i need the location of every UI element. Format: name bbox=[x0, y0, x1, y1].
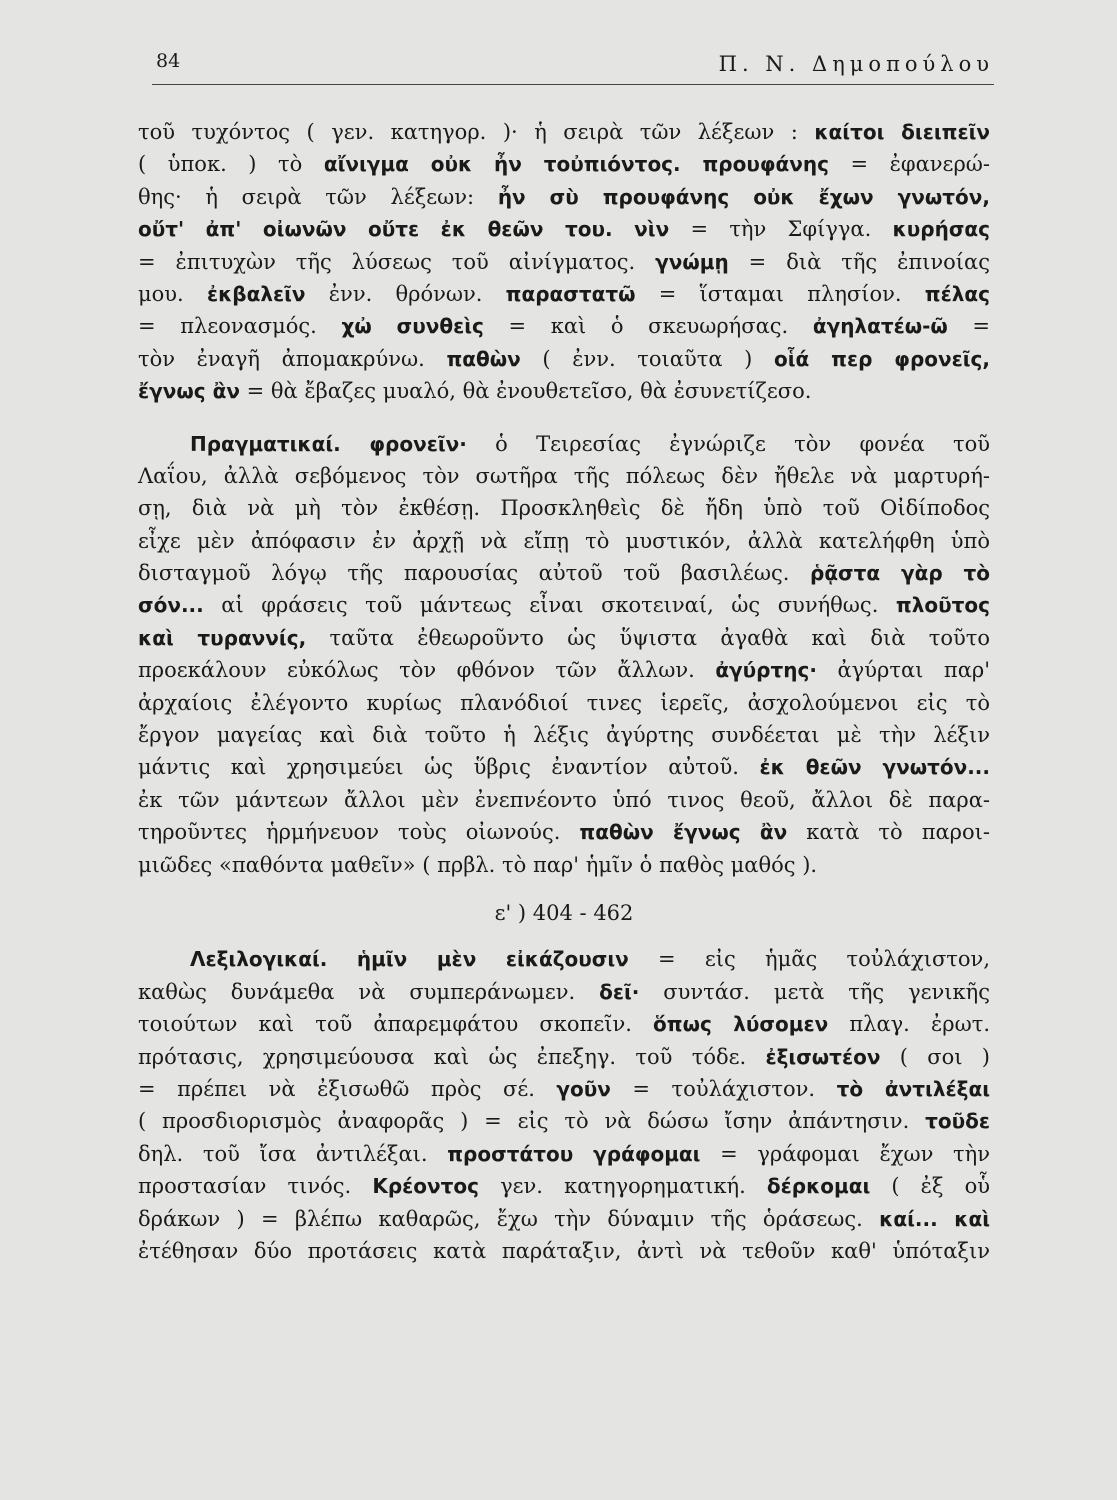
text-run: εἶχε μὲν ἀπόφασιν ἐν ἀρχῇ νὰ εἴπῃ τὸ μυστικόν, ἀλλὰ κατελήφθη ὑπὸ bbox=[138, 528, 990, 553]
text-run: προστασίαν τινός. bbox=[138, 1174, 373, 1199]
section-heading bbox=[138, 897, 990, 929]
text-run: = θὰ ἔβαζες μυαλό, θὰ ἐνουθετεῖσο, θὰ ἐσυνετίζεσο. bbox=[239, 379, 812, 404]
text-run: ἔργον μαγείας καὶ διὰ τοῦτο ἡ λέξις ἀγύρτης συνδέεται μὲ τὴν λέξιν bbox=[138, 723, 990, 748]
bold-term: ὅπως λύσομεν bbox=[653, 1012, 829, 1037]
text-run: ( σοι ) bbox=[880, 1044, 990, 1069]
bold-term: πέλας bbox=[924, 281, 990, 306]
bold-term: δέρκομαι bbox=[766, 1174, 871, 1199]
text-line bbox=[138, 816, 990, 848]
text-run: μάντις καὶ χρησιμεύει ὡς ὕβρις ἐναντίον αὐτοῦ. bbox=[138, 755, 760, 780]
bold-term: γοῦν bbox=[556, 1076, 611, 1101]
text-run: σῃ, διὰ νὰ μὴ τὸν ἐκθέσῃ. Προσκληθεὶς δὲ ἤδη ὑπὸ τοῦ Οἰδίποδος bbox=[138, 496, 990, 521]
text-run: ε' ) 404 - 462 bbox=[494, 900, 634, 925]
bold-term: κυρήσας bbox=[892, 217, 990, 242]
text-line bbox=[138, 557, 990, 589]
text-line bbox=[138, 278, 990, 310]
bold-term: Λεξιλογικαί. ἡμῖν μὲν εἰκάζουσιν bbox=[190, 947, 629, 972]
text-run: ( ὑποκ. ) τὸ bbox=[138, 152, 324, 177]
text-run: ταῦτα ἐθεωροῦντο ὡς ὕψιστα ἀγαθὰ καὶ διὰ τοῦτο bbox=[306, 625, 990, 650]
text-run: = εἰς ἡμᾶς τοὐλάχιστον, bbox=[628, 947, 990, 972]
running-head: Π. Ν. Δημοπούλου bbox=[718, 52, 994, 76]
text-run: δηλ. τοῦ ἴσα ἀντιλέξαι. bbox=[138, 1141, 448, 1166]
text-line bbox=[138, 116, 990, 148]
text-run: = διὰ τῆς ἐπινοίας bbox=[728, 249, 990, 274]
text-run: τὸν ἐναγῆ ἀπομακρύνω. bbox=[138, 346, 447, 371]
text-run: = τὴν Σφίγγα. bbox=[669, 217, 893, 242]
bold-term: αἴνιγμα οὐκ ἦν τοὐπιόντος. προυφάνης bbox=[323, 152, 829, 177]
bold-term: παραστατῶ bbox=[505, 281, 636, 306]
text-line bbox=[138, 976, 990, 1008]
bold-term: γνώμῃ bbox=[655, 249, 729, 274]
text-line bbox=[138, 719, 990, 751]
text-run: ἐτέθησαν δύο προτάσεις κατὰ παράταξιν, ἀντὶ νὰ τεθοῦν καθ' ὑπόταξιν bbox=[138, 1238, 990, 1263]
text-run: Λαΐου, ἀλλὰ σεβόμενος τὸν σωτῆρα τῆς πόλεως δὲν ἤθελε νὰ μαρτυρή- bbox=[138, 463, 990, 488]
page-header bbox=[152, 44, 994, 84]
text-run: ( ἐξ οὗ bbox=[870, 1174, 990, 1199]
text-line bbox=[138, 428, 990, 460]
text-run: ( ἐνν. τοιαῦτα ) bbox=[520, 346, 774, 371]
text-run: πρότασις, χρησιμεύουσα καὶ ὡς ἐπεξηγ. τοῦ τόδε. bbox=[138, 1044, 766, 1069]
text-line bbox=[138, 1008, 990, 1040]
text-line bbox=[138, 375, 990, 407]
text-run: = ἐπιτυχὼν τῆς λύσεως τοῦ αἰνίγματος. bbox=[138, 249, 656, 274]
text-run: = καὶ ὁ σκευωρήσας. bbox=[483, 314, 813, 339]
text-line bbox=[138, 751, 990, 783]
text-run: ἀγύρται παρ' bbox=[816, 658, 990, 683]
text-run: τοιούτων καὶ τοῦ ἀπαρεμφάτου σκοπεῖν. bbox=[138, 1012, 654, 1037]
text-line bbox=[138, 246, 990, 278]
text-line bbox=[138, 849, 990, 881]
bold-term: παθὼν bbox=[446, 346, 521, 371]
text-line bbox=[138, 784, 990, 816]
text-line bbox=[138, 1138, 990, 1170]
text-run: = ἵσταμαι πλησίον. bbox=[635, 281, 925, 306]
text-line bbox=[138, 310, 990, 342]
bold-term: τοῦδε bbox=[925, 1109, 990, 1134]
text-run: τοῦ τυχόντος ( γεν. κατηγορ. )· ἡ σειρὰ τῶν λέξεων : bbox=[138, 120, 815, 144]
text-line bbox=[138, 492, 990, 524]
text-line bbox=[138, 1235, 990, 1267]
text-line bbox=[138, 622, 990, 654]
bold-term: ἀγύρτης· bbox=[715, 658, 817, 683]
bold-term: οὔτ' ἀπ' οἰωνῶν οὔτε ἐκ θεῶν του. νὶν bbox=[138, 217, 670, 242]
text-line bbox=[138, 181, 990, 213]
text-run: ἐκ τῶν μάντεων ἄλλοι μὲν ἐνεπνέοντο ὑπό τινος θεοῦ, ἄλλοι δὲ παρα- bbox=[138, 787, 990, 812]
page-body bbox=[138, 116, 990, 1267]
bold-term: καί... καὶ bbox=[879, 1206, 990, 1231]
bold-term: τὸ ἀντιλέξαι bbox=[836, 1076, 990, 1101]
text-run: = πλεονασμός. bbox=[138, 314, 342, 339]
text-run: ὁ Τειρεσίας ἐγνώριζε τὸν φονέα τοῦ bbox=[466, 431, 990, 456]
bold-term: Πραγματικαί. φρονεῖν· bbox=[190, 431, 467, 456]
text-run: ( προσδιορισμὸς ἀναφορᾶς ) = εἰς τὸ νὰ δώσω ἴσην ἀπάντησιν. bbox=[138, 1109, 926, 1134]
text-run: = τοὐλάχιστον. bbox=[610, 1076, 837, 1101]
paragraph-gap bbox=[138, 408, 990, 428]
text-run: = πρέπει νὰ ἐξισωθῶ πρὸς σέ. bbox=[138, 1076, 557, 1101]
text-run: ἐνν. θρόνων. bbox=[305, 281, 506, 306]
text-line bbox=[138, 213, 990, 245]
text-line bbox=[138, 943, 990, 975]
bold-term: χὠ συνθεὶς bbox=[341, 314, 484, 339]
text-line bbox=[138, 1203, 990, 1235]
text-run: μιῶδες «παθόντα μαθεῖν» ( πρβλ. τὸ παρ' ἡμῖν ὁ παθὸς μαθός ). bbox=[138, 852, 818, 877]
bold-term: Κρέοντος bbox=[372, 1174, 480, 1199]
text-line bbox=[138, 525, 990, 557]
text-run: = γράφομαι ἔχων τὴν bbox=[700, 1141, 990, 1166]
text-line bbox=[138, 343, 990, 375]
text-run: γεν. κατηγορηματική. bbox=[479, 1174, 767, 1199]
bold-term: δεῖ· bbox=[599, 979, 640, 1004]
text-line bbox=[138, 589, 990, 621]
bold-term: ἔγνως ἂν bbox=[138, 379, 240, 404]
bold-term: ἐκβαλεῖν bbox=[206, 281, 306, 306]
text-run: τηροῦντες ἡρμήνευον τοὺς οἰωνούς. bbox=[138, 820, 580, 845]
text-line bbox=[138, 460, 990, 492]
text-line bbox=[138, 1073, 990, 1105]
text-run: πλαγ. ἐρωτ. bbox=[828, 1012, 991, 1037]
bold-term: προστάτου γράφομαι bbox=[447, 1141, 701, 1166]
bold-term: ἐκ θεῶν γνωτόν... bbox=[759, 755, 990, 780]
text-run: θης· ἡ σειρὰ τῶν λέξεων: bbox=[138, 184, 498, 209]
text-run: = ἐφανερώ- bbox=[828, 152, 991, 177]
bold-term: ἦν σὺ προυφάνης οὐκ ἔχων γνωτόν, bbox=[497, 184, 991, 209]
bold-term: πλοῦτος bbox=[895, 593, 990, 618]
text-run: προεκάλουν εὐκόλως τὸν φθόνον τῶν ἄλλων. bbox=[138, 658, 716, 683]
bold-term: ἀγηλατέω-ῶ bbox=[812, 314, 948, 339]
text-line bbox=[138, 1105, 990, 1137]
text-run: ἀρχαίοις ἐλέγοντο κυρίως πλανόδιοί τινες ἱερεῖς, ἀσχολούμενοι εἰς τὸ bbox=[138, 690, 990, 715]
bold-term: ῥᾷστα γὰρ τὸ bbox=[810, 561, 991, 586]
header-rule bbox=[152, 84, 994, 85]
text-run: καθὼς δυνάμεθα νὰ συμπεράνωμεν. bbox=[138, 979, 600, 1004]
text-run: συντάσ. μετὰ τῆς γενικῆς bbox=[639, 979, 990, 1004]
text-line bbox=[138, 687, 990, 719]
page-number: 84 bbox=[156, 50, 181, 72]
text-line bbox=[138, 654, 990, 686]
text-line bbox=[138, 148, 990, 180]
bold-term: παθὼν ἔγνως ἂν bbox=[579, 820, 788, 845]
bold-term: καίτοι διειπεῖν bbox=[814, 120, 990, 144]
text-run: δράκων ) = βλέπω καθαρῶς, ἔχω τὴν δύναμιν τῆς ὁράσεως. bbox=[138, 1206, 880, 1231]
bold-term: οἷά περ φρονεῖς, bbox=[773, 346, 990, 371]
bold-term: ἐξισωτέον bbox=[765, 1044, 881, 1069]
text-run: μου. bbox=[138, 281, 207, 306]
text-run: = bbox=[947, 314, 991, 339]
text-line bbox=[138, 1041, 990, 1073]
bold-term: καὶ τυραννίς, bbox=[138, 625, 307, 650]
text-run: δισταγμοῦ λόγῳ τῆς παρουσίας αὐτοῦ τοῦ βασιλέως. bbox=[138, 561, 810, 586]
text-run: αἱ φράσεις τοῦ μάντεως εἶναι σκοτειναί, ὡς συνήθως. bbox=[203, 593, 896, 618]
text-line bbox=[138, 1170, 990, 1202]
text-run: κατὰ τὸ παροι- bbox=[787, 820, 990, 845]
bold-term: σόν... bbox=[138, 593, 204, 618]
